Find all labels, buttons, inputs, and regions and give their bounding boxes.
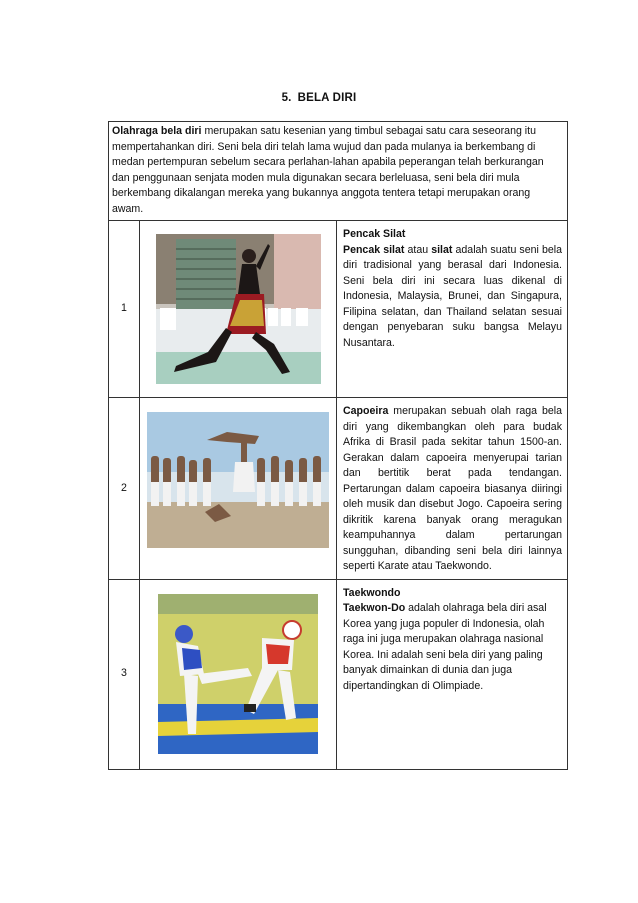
intro-term: Olahraga bela diri [112, 125, 202, 137]
pencak-silat-photo [156, 234, 321, 384]
image-cell [140, 221, 337, 398]
row-number: 2 [109, 398, 140, 580]
image-cell [140, 398, 337, 580]
intro-text: merupakan satu kesenian yang timbul sebagai satu cara seseorang itu mempertahankan diri. Seni bela diri telah lama wujud dan pada mulanya ia berkembang di medan pertempuran sebelum secara perlahan-lahan apabila peperangan telah berkurangan dan penggunaan senjata moden mula digunakan secara berleluasa, seni bela diri mula berkembang dikalangan mereka yang bukannya anggota tentera tetapi merupakan orang awam. [112, 125, 544, 215]
description-cell [337, 579, 568, 769]
row-heading: Pencak Silat [343, 228, 406, 240]
row-term: Capoeira [343, 405, 389, 417]
image-cell [140, 579, 337, 769]
intro-paragraph [109, 122, 568, 221]
row-term: Taekwon-Do [343, 602, 406, 614]
section-title [0, 92, 638, 104]
row-heading: Taekwondo [343, 586, 401, 599]
section-heading: BELA DIRI [297, 92, 357, 104]
table-row [109, 398, 568, 580]
description-cell [337, 398, 568, 580]
row-text: merupakan sebuah olah raga bela diri yang dikembangkan oleh para budak Afrika di Brasil pada sekitar tahun 1500-an. Gerakan dalam capoeira menyerupai tarian dan bertitik berat pada tendangan. Pertarungan dalam capoeira biasanya diiringi oleh musik dan disebut Jogo. Capoeira sering dikritik karena banyak orang meragukan keampuhannya dalam pertarungan sungguhan, dibanding seni bela diri lainnya seperti Karate atau Taekwondo. [343, 405, 562, 572]
description-cell [337, 221, 568, 398]
row-text-connector: atau [404, 243, 432, 256]
row-text: adalah suatu seni bela diri tradisional yang berasal dari Indonesia. Seni bela diri ini secara luas dikenal di Indonesia, Malaysia, Brunei, dan Singapura, Filipina selatan, dan Thailand selatan sesuai dengan penyebaran suku bangsa Melayu Nusantara. [343, 243, 562, 349]
taekwondo-photo [158, 594, 318, 754]
row-number: 3 [109, 579, 140, 769]
martial-arts-table [108, 121, 568, 770]
capoeira-photo [147, 412, 329, 548]
table-row [109, 221, 568, 398]
table-row [109, 579, 568, 769]
row-term-secondary: silat [431, 243, 453, 256]
row-number: 1 [109, 221, 140, 398]
section-number: 5. [281, 92, 292, 104]
row-text: adalah olahraga bela diri asal Korea yang juga populer di Indonesia, olah raga ini juga merupakan olahraga nasional Korea. Ini adalah seni bela diri yang paling banyak dimainkan di dunia dan juga dipertandingkan di Olimpiade. [343, 602, 547, 692]
row-term: Pencak silat [343, 243, 405, 256]
